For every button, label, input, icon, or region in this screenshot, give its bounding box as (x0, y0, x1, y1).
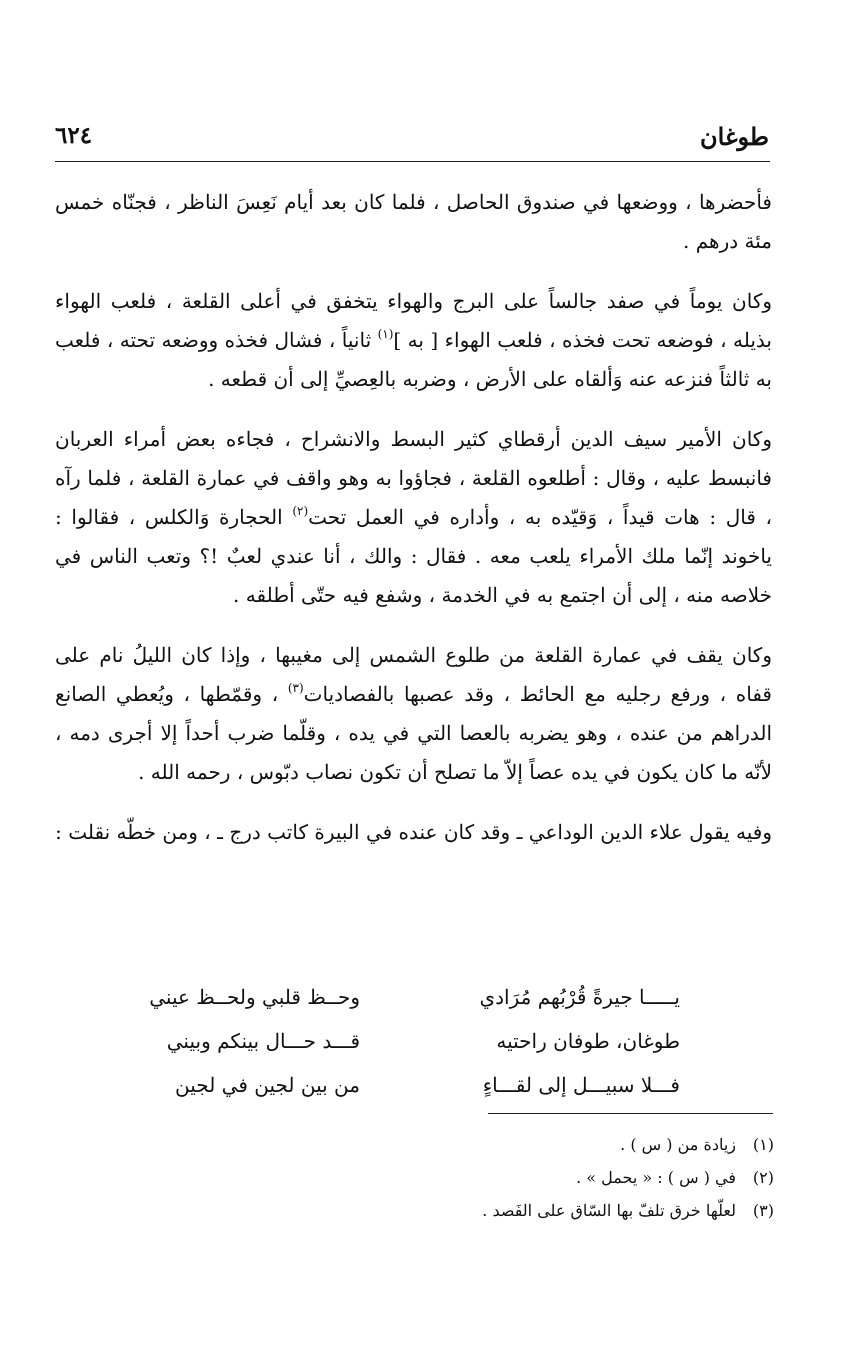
footnote-number: (٢) (752, 1168, 774, 1187)
page-header (55, 122, 769, 162)
paragraph (55, 183, 772, 261)
header-rule (55, 161, 770, 162)
paragraph-text: ، وقمّطها ، ويُعطي الصانع الدراهم من عنده ، وهو يضربه بالعصا التي في يده ، وقلّما ضرب أحداً إلا أجرى دمه ، لأنّه ما كان يكون في يده عصاً إلاّ ما تصلح أن تكون نصاب دبّوس ، رحمه الله . (55, 682, 772, 784)
poem-verse (120, 1063, 680, 1107)
poem-hemistich-first: يـــــا جيرةً قُرْبُهم مُرَادي (479, 985, 680, 1009)
footnote (374, 1194, 774, 1227)
footnote-text: لعلّها خرق تلفّ بها السّاق على الفَصد . (482, 1201, 736, 1220)
paragraph-text: فأحضرها ، ووضعها في صندوق الحاصل ، فلما كان بعد أيام نَعِسَ الناظر ، فجنّاه خمس مئة درهم . (55, 190, 772, 253)
footnote-ref[interactable]: (١) (377, 327, 394, 341)
page-number: ٦٢٤ (55, 122, 93, 149)
footnote-number: (١) (752, 1135, 774, 1154)
paragraph-text: وكان الأمير سيف الدين أرقطاي كثير البسط والانشراح ، فجاءه بعض أمراء العربان فانبسط عليه ، وقال : أطلعوه القلعة ، فجاؤوا به وهو واقف في عمارة القلعة ، فلما رآه ، قال : هات قيداً ، وَقيّده به ، وأداره في العمل تحت (55, 427, 772, 529)
body-text (55, 183, 772, 873)
poem-hemistich-second: من بين لجين في لجين (175, 1073, 360, 1097)
paragraph (55, 636, 772, 792)
paragraph-text: ثانياً ، فشال فخذه ووضعه تحته ، فلعب به ثالثاً فنزعه عنه وَألقاه على الأرض ، وضربه بالعِصيِّ إلى أن قطعه . (55, 328, 772, 391)
paragraph (55, 813, 772, 852)
paragraph-text: وفيه يقول علاء الدين الوداعي ـ وقد كان عنده في البيرة كاتب درج ـ ، ومن خطّه نقلت : (55, 820, 772, 844)
footnote-ref[interactable]: (٢) (292, 504, 309, 518)
footnote (374, 1128, 774, 1161)
running-title: طوغان (700, 122, 769, 151)
paragraph (55, 282, 772, 399)
poem-hemistich-second: وحــظ قلبي ولحــظ عيني (149, 985, 360, 1009)
footnotes (374, 1128, 774, 1227)
poem-hemistich-first: فـــلا سبيـــل إلى لقـــاءٍ (482, 1073, 680, 1097)
poem-verse (120, 975, 680, 1019)
poem-hemistich-second: قـــد حـــال بينكم وبيني (166, 1029, 360, 1053)
paragraph-text: وكان يوماً في صفد جالساً على البرج والهواء يتخفق في أعلى القلعة ، فلعب الهواء بذيله ، فوضعه تحت فخذه ، فلعب الهواء [ به ] (55, 289, 772, 352)
paragraph (55, 420, 772, 615)
footnote-number: (٣) (752, 1201, 774, 1220)
poem-hemistich-first: طوغان، طوفان راحتيه (496, 1029, 680, 1053)
paragraph-text: الحجارة وَالكلس ، فقالوا : ياخوند إنّما ملك الأمراء يلعب معه . فقال : والك ، أنا عندي لعبٌ !؟ وتعب الناس في خلاصه منه ، إلى أن اجتمع به في الخدمة ، وشفع فيه حتّى أطلقه . (55, 505, 772, 607)
footnote-text: زيادة من ( س ) . (620, 1135, 736, 1154)
paragraph-text: وكان يقف في عمارة القلعة من طلوع الشمس إلى مغيبها ، وإذا كان الليلُ نام على قفاه ، ورفع رجليه مع الحائط ، وقد عصبها بالفصاديات (55, 643, 772, 706)
footnote-text: في ( س ) : « يحمل » . (576, 1168, 736, 1187)
poem (120, 975, 680, 1107)
footnote-rule (488, 1113, 773, 1114)
footnote-ref[interactable]: (٣) (287, 681, 304, 695)
poem-verse (120, 1019, 680, 1063)
footnote (374, 1161, 774, 1194)
